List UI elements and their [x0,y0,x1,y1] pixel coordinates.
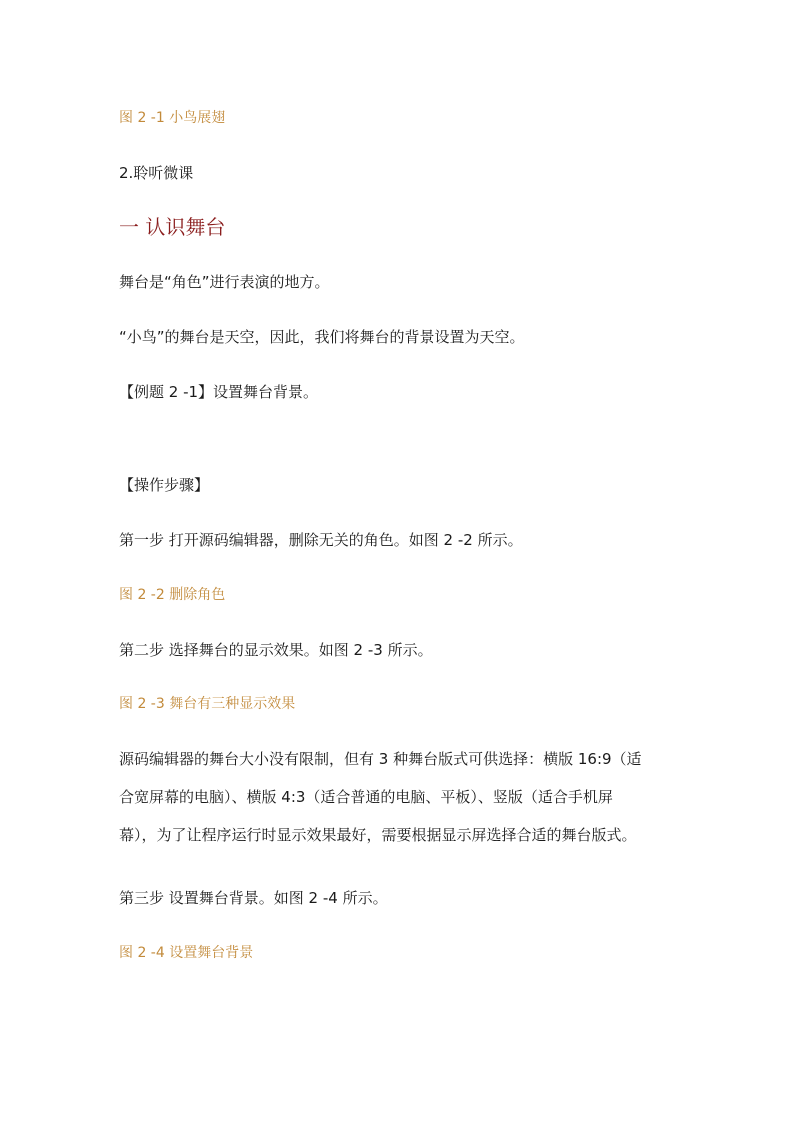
figure-caption-2-2: 图 2 -2 删除角色 [119,587,226,603]
paragraph-stage-layouts [119,740,679,854]
figure-caption-2-3: 图 2 -3 舞台有三种显示效果 [119,696,296,712]
paragraph-line: 幕），为了让程序运行时显示效果最好，需要根据显示屏选择合适的舞台版式。 [119,826,637,844]
paragraph-stage-definition: 舞台是“角色”进行表演的地方。 [119,273,330,291]
steps-label: 【操作步骤】 [119,476,210,494]
section-heading-stage: 一 认识舞台 [119,215,226,239]
paragraph-bird-stage: “小鸟”的舞台是天空，因此，我们将舞台的背景设置为天空。 [119,328,525,346]
paragraph-line: 源码编辑器的舞台大小没有限制，但有 3 种舞台版式可供选择：横版 16:9（适 [119,750,642,768]
example-title: 【例题 2 -1】设置舞台背景。 [119,383,319,401]
figure-caption-2-4: 图 2 -4 设置舞台背景 [119,945,254,961]
step-1: 第一步 打开源码编辑器，删除无关的角色。如图 2 -2 所示。 [119,531,523,549]
paragraph-line: 合宽屏幕的电脑）、横版 4:3（适合普通的电脑、平板）、竖版（适合手机屏 [119,788,613,806]
step-3: 第三步 设置舞台背景。如图 2 -4 所示。 [119,889,388,907]
figure-caption-2-1: 图 2 -1 小鸟展翅 [119,110,226,126]
step-2: 第二步 选择舞台的显示效果。如图 2 -3 所示。 [119,641,433,659]
section-title-listen-microlesson: 2.聆听微课 [119,164,194,182]
